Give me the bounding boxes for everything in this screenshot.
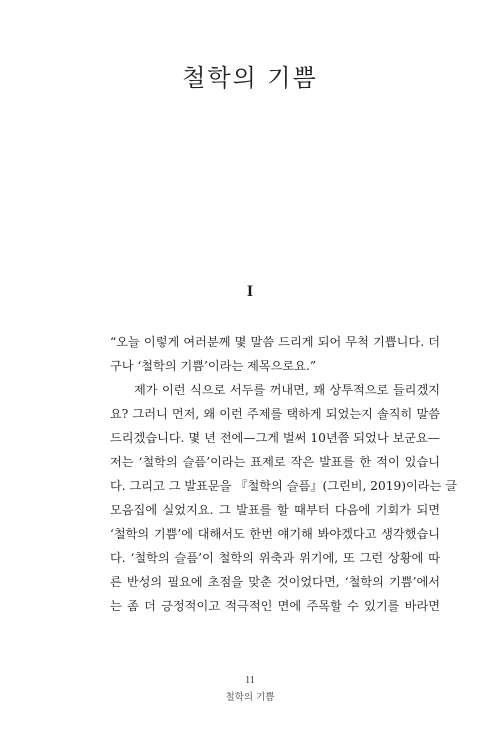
text-line: “오늘 이렇게 여러분께 몇 말씀 드리게 되어 무척 기쁩니다. 더 — [110, 335, 440, 349]
text-line: 모음집에 실었지요. 그 발표를 할 때부터 다음에 기회가 되면 — [110, 503, 440, 517]
chapter-title: 철학의 기쁨 — [182, 64, 318, 92]
section-numeral: I — [246, 283, 254, 300]
text-line: 다. 그리고 그 발표문을 『철학의 슬픔』(그린비, 2019)이라는 글 — [110, 479, 458, 493]
text-line: 제가 이런 식으로 서두를 꺼내면, 꽤 상투적으로 들리겠지 — [134, 383, 440, 397]
text-line: 다. ‘철학의 슬픔’이 철학의 위축과 위기에, 또 그런 상황에 따 — [110, 551, 440, 565]
running-footer-title: 철학의 기쁨 — [225, 692, 275, 703]
text-line: 드리겠습니다. 몇 년 전에—그게 벌써 10년쯤 되었나 보군요— — [110, 431, 440, 445]
text-line: 른 반성의 필요에 초점을 맞춘 것이었다면, ‘철학의 기쁨’에서 — [110, 575, 440, 589]
body-text — [110, 330, 458, 618]
text-line: 요? 그러니 먼저, 왜 이런 주제를 택하게 되었는지 솔직히 말씀 — [110, 407, 440, 421]
text-line: 저는 ‘철학의 슬픔’이라는 표제로 작은 발표를 한 적이 있습니 — [110, 455, 440, 469]
text-line: 는 좀 더 긍정적이고 적극적인 면에 주목할 수 있기를 바라면 — [110, 599, 440, 613]
text-line: 구나 ‘철학의 기쁨’이라는 제목으로요.” — [110, 359, 317, 373]
text-line: ‘철학의 기쁨’에 대해서도 한번 얘기해 봐야겠다고 생각했습니 — [110, 527, 440, 541]
page-number: 11 — [245, 675, 255, 686]
